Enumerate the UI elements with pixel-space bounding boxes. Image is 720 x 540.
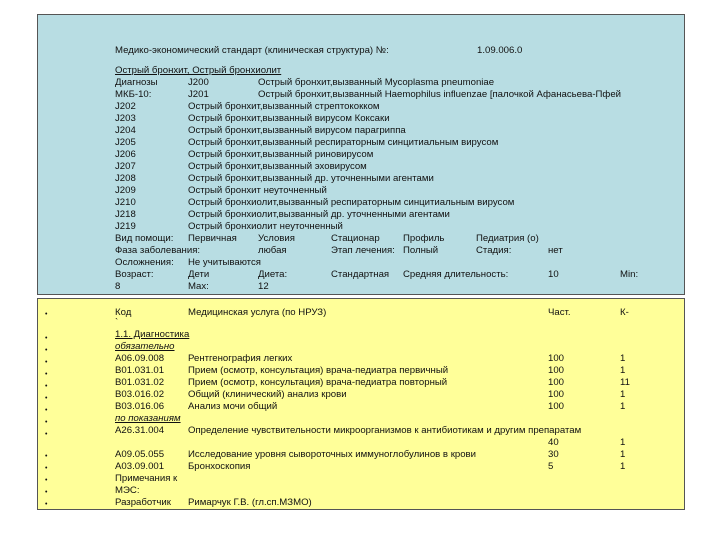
bullet-marker: • [45, 489, 48, 496]
service-k: 1 [620, 449, 626, 460]
phase-label: Фаза заболевания: [115, 245, 201, 256]
service-name: Общий (клинический) анализ крови [188, 389, 347, 400]
diet-value: Стандартная [331, 269, 390, 280]
stage-value: Полный [403, 245, 439, 256]
disease-title: Острый бронхит, Острый бронхиолит [115, 65, 282, 76]
developer-value: Римарчук Г.В. (гл.сп.МЗМО) [188, 497, 312, 508]
developer-label: Разработчик [115, 497, 171, 508]
col-freq-header: Част. [548, 307, 571, 318]
service-name: Прием (осмотр, консультация) врача-педиатра повторный [188, 377, 448, 388]
max-label: Max: [188, 281, 209, 292]
service-freq: 30 [548, 449, 559, 460]
service-name: Исследование уровня сывороточных иммуноглобулинов в крови [188, 449, 477, 460]
max-value: 12 [258, 281, 269, 292]
diagnosis-name: Острый бронхит неуточненный [188, 185, 327, 196]
stage-label: Этап лечения: [331, 245, 395, 256]
service-code: A26.31.004 [115, 425, 165, 436]
diagnosis-code: J206 [115, 149, 136, 160]
diagnosis-code: J204 [115, 125, 136, 136]
min-label: Min: [620, 269, 639, 280]
service-name: Рентгенография легких [188, 353, 293, 364]
by-indication-heading: по показаниям [115, 413, 181, 424]
phase-value: любая [258, 245, 287, 256]
age-value: Дети [188, 269, 210, 280]
diagnosis-name: Острый бронхиолит,вызванный др. уточненными агентами [188, 209, 450, 220]
diagnosis-code: J203 [115, 113, 136, 124]
bullet-marker: • [45, 335, 48, 342]
col-service-header: Медицинская услуга (по НРУЗ) [188, 307, 327, 318]
service-freq: 100 [548, 353, 565, 364]
diagnosis-code: J210 [115, 197, 136, 208]
bullet-marker: • [45, 419, 48, 426]
mandatory-heading: обязательно [115, 341, 175, 352]
bullet-marker: • [45, 431, 48, 438]
complications-label: Осложнения: [115, 257, 174, 268]
diagnosis-code: J209 [115, 185, 136, 196]
bullet-marker: • [45, 477, 48, 484]
service-freq: 100 [548, 401, 565, 412]
diagnosis-code: J207 [115, 161, 136, 172]
service-k: 1 [620, 389, 626, 400]
bullet-marker: • [45, 383, 48, 390]
service-code: B03.016.06 [115, 401, 165, 412]
diagnosis-name: Острый бронхиолит неуточненный [188, 221, 343, 232]
mes-label: МЭС: [115, 485, 140, 496]
diagnosis-name: Острый бронхит,вызванный эховирусом [188, 161, 367, 172]
col-code-header-cont: ` [115, 317, 119, 328]
diagnosis-code: J218 [115, 209, 136, 220]
notes-label: Примечания к [115, 473, 178, 484]
bullet-marker: • [45, 501, 48, 508]
diagnosis-name: Острый бронхиолит,вызванный респираторным синцитиальным вирусом [188, 197, 515, 208]
service-k: 1 [620, 353, 626, 364]
bullet-marker: • [45, 371, 48, 378]
service-freq: 100 [548, 365, 565, 376]
standard-number: 1.09.006.0 [477, 45, 523, 56]
service-code: A03.09.001 [115, 461, 165, 472]
service-code: A06.09.008 [115, 353, 165, 364]
bullet-marker: • [45, 395, 48, 402]
bullet-marker: • [45, 465, 48, 472]
avg-duration-value: 10 [548, 269, 559, 280]
service-k: 1 [620, 401, 626, 412]
complications-value: Не учитываются [188, 257, 261, 268]
diagnosis-name: Острый бронхит,вызванный вирусом Коксаки [188, 113, 390, 124]
service-name: Прием (осмотр, консультация) врача-педиатра первичный [188, 365, 449, 376]
stadia-label: Стадия: [476, 245, 512, 256]
help-type-label: Вид помощи: [115, 233, 174, 244]
service-freq: 40 [548, 437, 559, 448]
service-name: Бронхоскопия [188, 461, 251, 472]
service-freq: 100 [548, 389, 565, 400]
diagnoses-label: Диагнозы [115, 77, 158, 88]
diagnosis-code: J208 [115, 173, 136, 184]
service-code: B01.031.02 [115, 377, 165, 388]
diagnosis-name: Острый бронхит,вызванный риновирусом [188, 149, 374, 160]
col-k-header: К- [620, 307, 629, 318]
diagnosis-code: J205 [115, 137, 136, 148]
section-diagnostics: 1.1. Диагностика [115, 329, 190, 340]
help-type-value: Первичная [188, 233, 237, 244]
diet-label: Диета: [258, 269, 288, 280]
stadia-value: нет [548, 245, 563, 256]
bullet-marker: • [45, 453, 48, 460]
diagnosis-name: Острый бронхит,вызванный Mycoplasma pneumoniae [258, 77, 495, 88]
bullet-marker: • [45, 407, 48, 414]
diagnosis-name: Острый бронхит,вызванный Haemophilus influenzae [палочкой Афанасьева-Пфей [258, 89, 622, 100]
age-label: Возраст: [115, 269, 154, 280]
conditions-value: Стационар [331, 233, 380, 244]
service-k: 11 [620, 377, 630, 388]
diagnosis-name: Острый бронхит,вызванный респираторным синцитиальным вирусом [188, 137, 499, 148]
avg-duration-label: Средняя длительность: [403, 269, 509, 280]
standard-title: Медико-экономический стандарт (клиническая структура) №: [115, 45, 389, 56]
diagnosis-code: J200 [188, 77, 209, 88]
conditions-label: Условия [258, 233, 295, 244]
service-code: B03.016.02 [115, 389, 165, 400]
col-code-header: Код [115, 307, 132, 318]
diagnosis-name: Острый бронхит,вызванный др. уточненными агентами [188, 173, 434, 184]
icd-label: МКБ-10: [115, 89, 152, 100]
bullet-marker: • [45, 311, 48, 318]
service-name: Определение чувствительности микроорганизмов к антибиотикам и другим препаратам [188, 425, 582, 436]
bullet-marker: • [45, 359, 48, 366]
service-freq: 5 [548, 461, 554, 472]
service-k: 1 [620, 461, 626, 472]
diagnosis-name: Острый бронхит,вызванный стрептококком [188, 101, 380, 112]
bullet-marker: • [45, 347, 48, 354]
service-code: A09.05.055 [115, 449, 165, 460]
diagnosis-code: J201 [188, 89, 209, 100]
profile-label: Профиль [403, 233, 445, 244]
min-value: 8 [115, 281, 121, 292]
service-k: 1 [620, 437, 626, 448]
diagnosis-code: J219 [115, 221, 136, 232]
service-freq: 100 [548, 377, 565, 388]
service-code: B01.031.01 [115, 365, 165, 376]
service-name: Анализ мочи общий [188, 401, 278, 412]
profile-value: Педиатрия (о) [476, 233, 539, 244]
diagnosis-code: J202 [115, 101, 136, 112]
diagnosis-name: Острый бронхит,вызванный вирусом парагриппа [188, 125, 406, 136]
service-k: 1 [620, 365, 626, 376]
